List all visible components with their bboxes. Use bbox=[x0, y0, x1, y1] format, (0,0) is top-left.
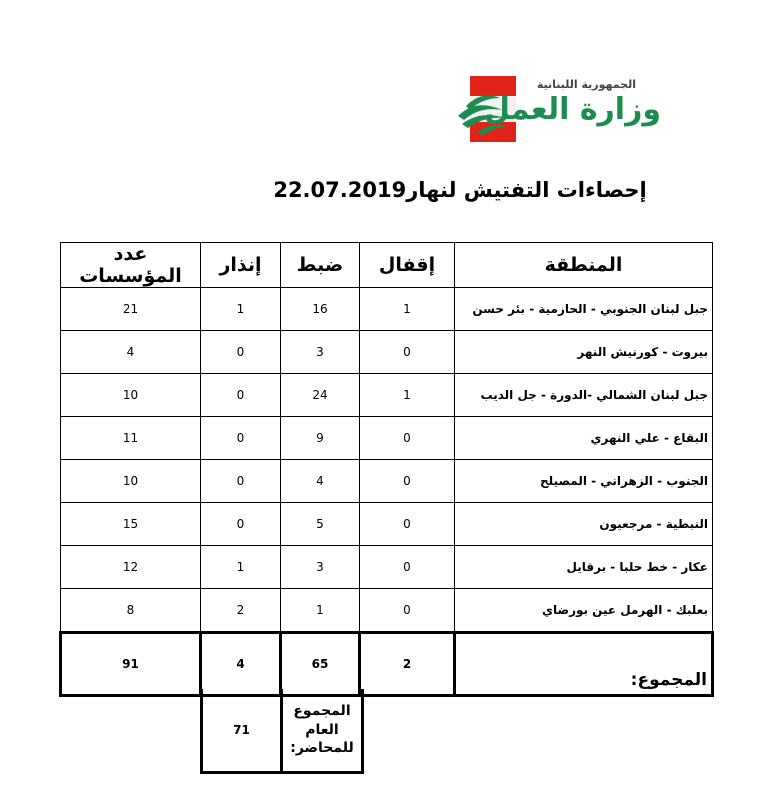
cell-establishments: 12 bbox=[61, 546, 201, 589]
table-row bbox=[61, 503, 713, 546]
cell-region: الجنوب - الزهراني - المصيلح bbox=[455, 460, 713, 503]
cell-establishments: 8 bbox=[61, 589, 201, 633]
org-name: وزارة العمل bbox=[484, 92, 661, 127]
cell-region: عكار - خط حلبا - برقايل bbox=[455, 546, 713, 589]
cell-region: بيروت - كورنيش النهر bbox=[455, 331, 713, 374]
total-row bbox=[61, 633, 713, 696]
col-seizures: ضبط bbox=[281, 243, 360, 288]
cell-seizures: 3 bbox=[281, 331, 360, 374]
cell-region: جبل لبنان الجنوبي - الحازمية - بئر حسن bbox=[455, 288, 713, 331]
cell-warnings: 0 bbox=[201, 417, 281, 460]
grand-total-table bbox=[200, 689, 364, 774]
cell-warnings: 0 bbox=[201, 460, 281, 503]
inspection-stats-table bbox=[59, 242, 714, 697]
col-warnings: إنذار bbox=[201, 243, 281, 288]
col-establishments: عدد المؤسسات bbox=[61, 243, 201, 288]
cell-establishments: 11 bbox=[61, 417, 201, 460]
cell-seizures: 1 bbox=[281, 589, 360, 633]
cell-closures: 0 bbox=[360, 460, 455, 503]
cell-establishments: 10 bbox=[61, 460, 201, 503]
table-row bbox=[61, 589, 713, 633]
cell-warnings: 2 bbox=[201, 589, 281, 633]
total-seizures: 65 bbox=[281, 633, 360, 696]
total-establishments: 91 bbox=[61, 633, 201, 696]
cell-warnings: 0 bbox=[201, 374, 281, 417]
cell-closures: 0 bbox=[360, 589, 455, 633]
cell-seizures: 5 bbox=[281, 503, 360, 546]
cell-region: بعلبك - الهرمل عين بورضاي bbox=[455, 589, 713, 633]
table-header-row bbox=[61, 243, 713, 288]
org-subtitle: الجمهورية اللبنانية bbox=[536, 78, 636, 91]
total-label: المجموع: bbox=[455, 633, 713, 696]
cell-closures: 0 bbox=[360, 503, 455, 546]
cell-seizures: 4 bbox=[281, 460, 360, 503]
cell-warnings: 0 bbox=[201, 503, 281, 546]
cell-seizures: 3 bbox=[281, 546, 360, 589]
cell-seizures: 16 bbox=[281, 288, 360, 331]
cell-establishments: 21 bbox=[61, 288, 201, 331]
total-closures: 2 bbox=[360, 633, 455, 696]
cell-warnings: 0 bbox=[201, 331, 281, 374]
cell-region: جبل لبنان الشمالي -الدورة - جل الديب bbox=[455, 374, 713, 417]
table-row bbox=[61, 331, 713, 374]
table-row bbox=[61, 546, 713, 589]
cell-closures: 0 bbox=[360, 331, 455, 374]
document-title: إحصاءات التفتيش لنهار22.07.2019 bbox=[273, 178, 647, 202]
cell-closures: 1 bbox=[360, 374, 455, 417]
table-row bbox=[61, 374, 713, 417]
col-region: المنطقة bbox=[455, 243, 713, 288]
cell-seizures: 24 bbox=[281, 374, 360, 417]
cell-region: النبطية - مرجعيون bbox=[455, 503, 713, 546]
cell-closures: 0 bbox=[360, 546, 455, 589]
ministry-logo bbox=[456, 72, 661, 152]
table-row bbox=[61, 417, 713, 460]
cell-establishments: 4 bbox=[61, 331, 201, 374]
grand-total-label: المجموع العام للمحاضر: bbox=[282, 689, 363, 773]
total-warnings: 4 bbox=[201, 633, 281, 696]
cell-closures: 0 bbox=[360, 417, 455, 460]
cell-establishments: 10 bbox=[61, 374, 201, 417]
cell-region: البقاع - علي النهري bbox=[455, 417, 713, 460]
cell-warnings: 1 bbox=[201, 546, 281, 589]
cell-warnings: 1 bbox=[201, 288, 281, 331]
grand-total-value: 71 bbox=[202, 689, 282, 773]
cell-establishments: 15 bbox=[61, 503, 201, 546]
cell-closures: 1 bbox=[360, 288, 455, 331]
cell-seizures: 9 bbox=[281, 417, 360, 460]
table-row bbox=[61, 460, 713, 503]
table-row bbox=[61, 288, 713, 331]
col-closures: إقفال bbox=[360, 243, 455, 288]
